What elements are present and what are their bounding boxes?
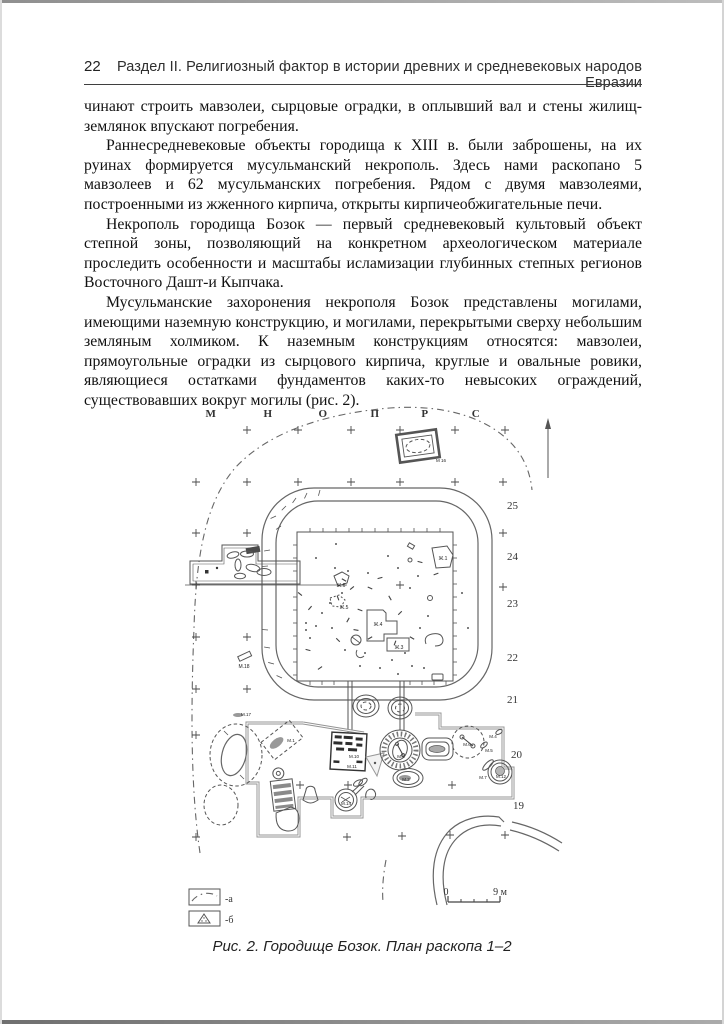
excavation-square <box>297 532 453 681</box>
legend-label-a: -а <box>225 894 233 905</box>
paragraph-3: Некрополь городища Бозок — первый средневековый культовый объект степной зоны, позволяющий на конкретном археологическом материале проследить особенности и масштабы исламизации глубинных степных регионов Восточного Дашт-и Кыпчака. <box>84 215 642 292</box>
mausoleum-m8 <box>380 730 420 770</box>
label-m1: М.1 <box>287 738 295 743</box>
paragraph-2: Раннесредневековые объекты городища к XIII в. были заброшены, на их руинах формируется мусульманский некрополь. Здесь нами раскопано 5 мавзолеев и 62 мусульманских погребения. Рядом с двумя мавзолеями, построенными из жженного кирпича, открыты кирпичеобжигательные печи. <box>84 137 642 213</box>
legend <box>189 889 233 926</box>
label-m6: М.6 <box>463 742 471 747</box>
label-m2: М.2 <box>402 777 410 782</box>
label-m10: М.10 <box>348 754 360 759</box>
grid-number: 22 <box>507 652 518 664</box>
oval-feature-west <box>204 724 262 825</box>
page-edge-top <box>0 0 724 3</box>
label-m17: М.17 <box>240 712 252 717</box>
label-m18: М.18 <box>238 664 250 670</box>
scale-bar <box>444 887 508 902</box>
grid-number: 24 <box>507 551 518 563</box>
label-m4: М.4 <box>489 734 497 739</box>
north-arrow <box>545 418 551 478</box>
header-rule <box>84 84 642 85</box>
figure-caption: Рис. 2. Городище Бозок. План раскопа 1–2 <box>212 938 512 955</box>
label-m16: М 16 <box>435 458 447 463</box>
grid-letter: М <box>205 408 217 420</box>
scale-end: 9 м <box>493 887 507 898</box>
paragraph-1: чинают строить мавзолеи, сырцовые оградки, в оплывший вал и стены жилищ-землянок впускают погребения. <box>84 98 642 135</box>
rampart-inner-ring <box>276 501 478 687</box>
grid-number: 19 <box>513 800 524 812</box>
grave-m12 <box>481 758 512 784</box>
label-m11: М.11 <box>347 764 357 769</box>
scale-start: 0 <box>443 887 449 898</box>
label-zh3: Ж.3 <box>394 645 404 651</box>
label-m5: М.5 <box>485 748 493 753</box>
page-number: 22 <box>84 58 101 75</box>
label-m7: М.7 <box>479 775 487 780</box>
paragraph-4: Мусульманские захоронения некрополя Бозок представлены могилами, имеющими наземную конструкцию, и могилами, перекрытыми сверху небольшим земляным холмиком. К наземным конструкциям относятся: мавзолеи, прямоугольные оградки из сырцового кирпича, круглые и овальные ровики, являющиеся остатками фундаментов каких-то невысоких ограждений, существовавших вокруг могилы (рис. 2). <box>84 293 642 409</box>
site-boundary-dashdot-bottom <box>383 860 386 902</box>
body-text <box>84 97 642 411</box>
section-header: Раздел II. Религиозный фактор в истории древних и средневековых народов Евразии <box>117 59 642 91</box>
flask-feature <box>303 786 318 803</box>
grave-rounded-rect <box>422 738 453 760</box>
label-zh5: Ж.5 <box>339 605 349 611</box>
label-zh6: Ж.6 <box>336 583 346 589</box>
grid-letter: С <box>471 408 481 420</box>
label-m12: М.12 <box>495 774 507 779</box>
grid-number: 21 <box>507 694 518 706</box>
mausoleum-m16 <box>396 429 440 462</box>
grid-number: 23 <box>507 598 518 610</box>
grid-number: 25 <box>507 500 518 512</box>
grid-letter: Р <box>421 408 429 420</box>
excavation-plan-figure <box>0 398 724 934</box>
figure-2 <box>0 398 724 934</box>
label-zh1: Ж.1 <box>438 556 448 562</box>
label-zh4: Ж.4 <box>373 622 383 628</box>
legend-label-b: -б <box>225 915 234 926</box>
grid-letter: О <box>318 408 328 420</box>
label-m14: М.14 <box>340 801 352 806</box>
grid-number: 20 <box>511 749 522 761</box>
grave-m18 <box>238 651 252 661</box>
grid-letter: Н <box>263 408 273 420</box>
page-edge-bottom <box>0 1020 724 1024</box>
grave-ladder <box>269 766 301 832</box>
enclosure-m1 <box>261 720 303 760</box>
grid-letter: П <box>370 408 380 420</box>
label-m8: М.8 <box>397 754 405 759</box>
running-header <box>84 58 642 91</box>
entrance-mounds <box>353 695 412 719</box>
